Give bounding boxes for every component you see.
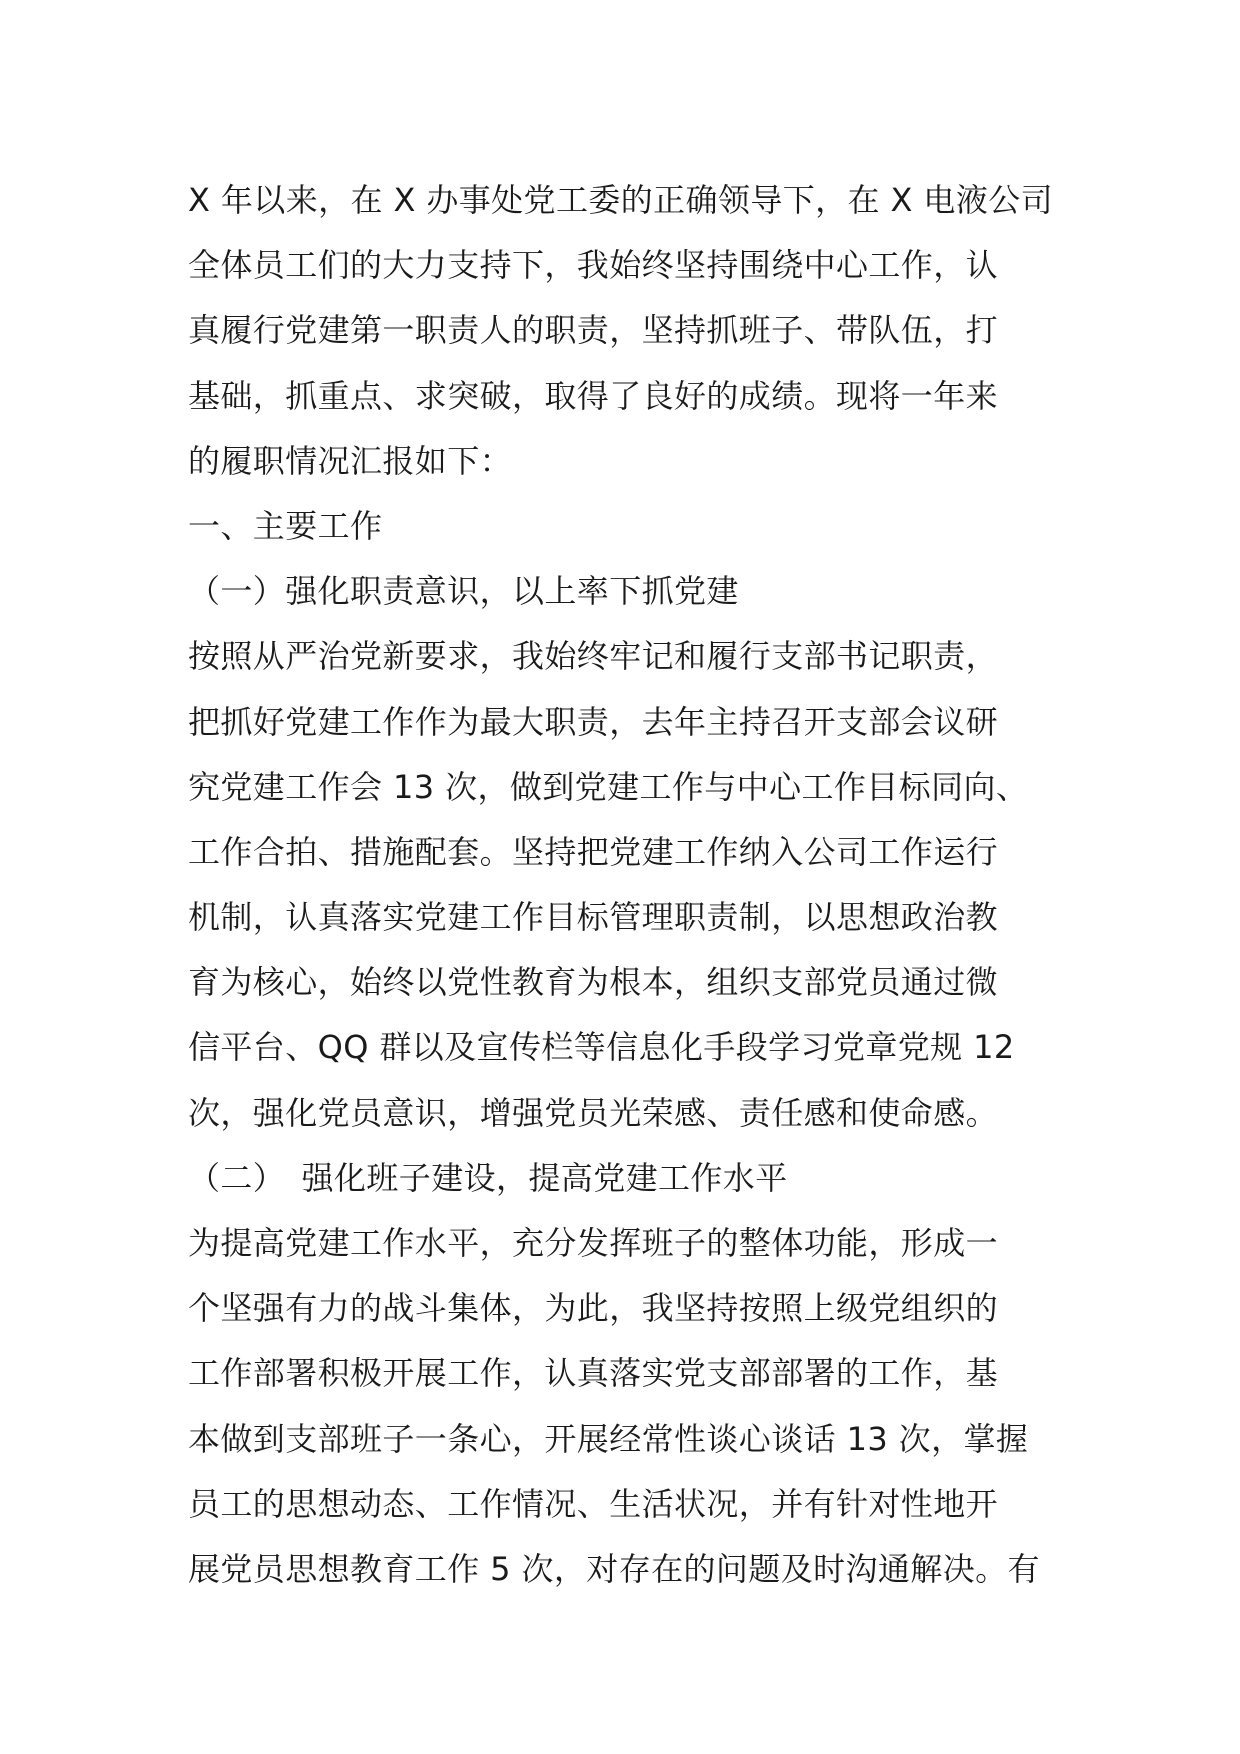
body-line: 把抓好党建工作作为最大职责，去年主持召开支部会议研 — [188, 702, 999, 741]
body-line: 信平台、QQ 群以及宣传栏等信息化手段学习党章党规 12 — [188, 1028, 1015, 1067]
body-line: 机制，认真落实党建工作目标管理职责制，以思想政治教 — [188, 898, 999, 937]
body-line: 本做到支部班子一条心，开展经常性谈心谈话 13 次，掌握 — [188, 1419, 1029, 1458]
body-line: 展党员思想教育工作 5 次，对存在的问题及时沟通解决。有 — [188, 1549, 1040, 1588]
body-line: 育为核心，始终以党性教育为根本，组织支部党员通过微 — [188, 963, 999, 1002]
subsection-heading: （二） 强化班子建设，提高党建工作水平 — [188, 1158, 788, 1197]
document-body — [188, 168, 1058, 1602]
body-line: 工作合拍、措施配套。坚持把党建工作纳入公司工作运行 — [188, 832, 999, 871]
body-line: 个坚强有力的战斗集体，为此，我坚持按照上级党组织的 — [188, 1289, 999, 1328]
body-line: 员工的思想动态、工作情况、生活状况，并有针对性地开 — [188, 1484, 999, 1523]
body-line: 工作部署积极开展工作，认真落实党支部部署的工作，基 — [188, 1354, 999, 1393]
body-line: X 年以来，在 X 办事处党工委的正确领导下，在 X 电液公司 — [188, 181, 1054, 219]
body-line: 为提高党建工作水平，充分发挥班子的整体功能，形成一 — [188, 1224, 999, 1262]
body-line: 按照从严治党新要求，我始终牢记和履行支部书记职责， — [188, 637, 999, 676]
body-line: 真履行党建第一职责人的职责，坚持抓班子、带队伍，打 — [188, 311, 999, 350]
body-line: 基础，抓重点、求突破，取得了良好的成绩。现将一年来 — [188, 376, 999, 415]
body-line: 究党建工作会 13 次，做到党建工作与中心工作目标同向、 — [188, 767, 1029, 806]
body-line: 全体员工们的大力支持下，我始终坚持围绕中心工作，认 — [188, 246, 999, 285]
body-line: 次，强化党员意识，增强党员光荣感、责任感和使命感。 — [188, 1093, 999, 1132]
body-line: 的履职情况汇报如下： — [188, 441, 513, 480]
section-heading: 一、主要工作 — [188, 506, 383, 545]
subsection-heading: （一）强化职责意识，以上率下抓党建 — [188, 572, 739, 611]
